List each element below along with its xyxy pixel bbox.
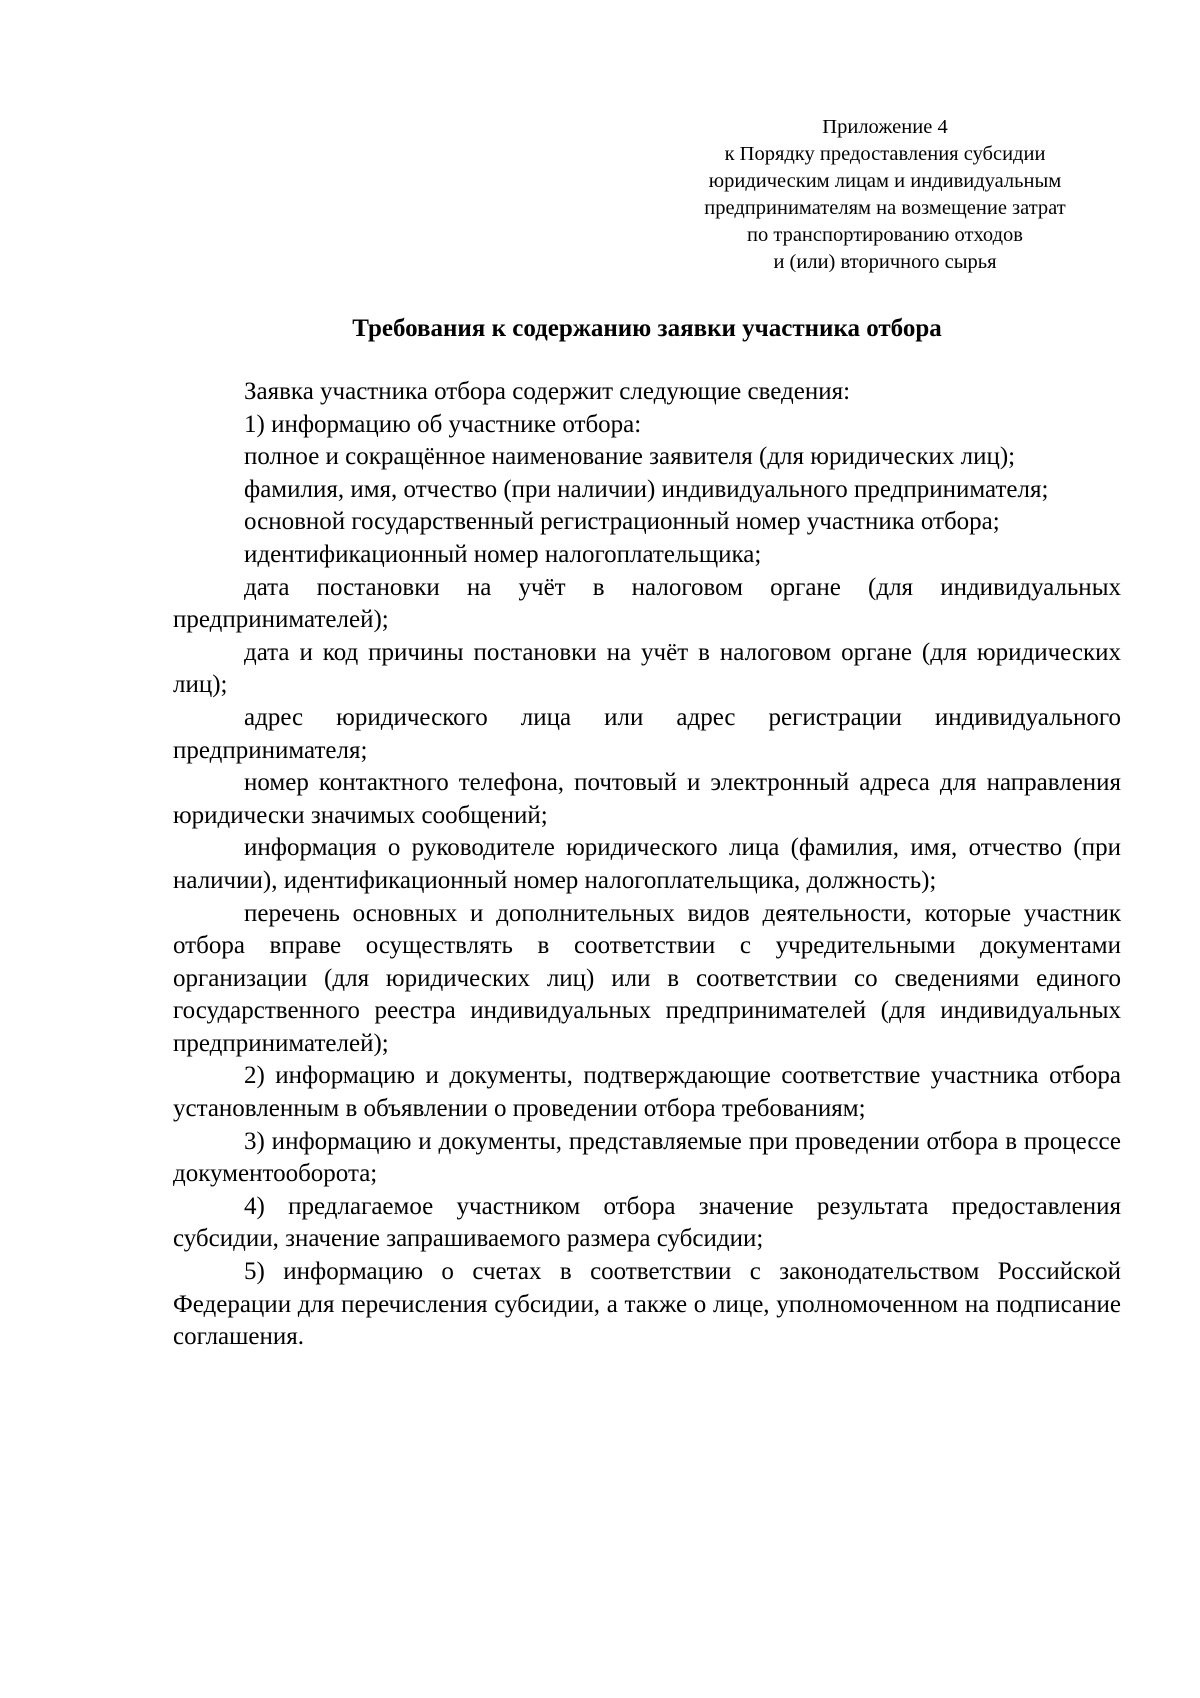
- paragraph: 4) предлагаемое участником отбора значение результата предоставления субсидии, значение запрашиваемого размера субсидии;: [173, 1192, 1121, 1253]
- paragraph: информация о руководителе юридического лица (фамилия, имя, отчество (при наличии), идентификационный номер налогоплательщика, должность);: [173, 834, 1121, 894]
- document-title: Требования к содержанию заявки участника отбора: [352, 315, 942, 342]
- paragraph: 2) информацию и документы, подтверждающие соответствие участника отбора установленным в объявлении о проведении отбора требованиям;: [173, 1062, 1121, 1123]
- paragraph: фамилия, имя, отчество (при наличии) индивидуального предпринимателя;: [244, 475, 1049, 503]
- paragraph: полное и сокращённое наименование заявителя (для юридических лиц);: [244, 443, 1016, 471]
- appendix-line: к Порядку предоставления субсидии: [724, 143, 1046, 165]
- paragraph: адрес юридического лица или адрес регистрации индивидуального предпринимателя;: [173, 703, 1121, 764]
- paragraph: дата и код причины постановки на учёт в налоговом органе (для юридических лиц);: [173, 638, 1121, 699]
- appendix-line: юридическим лицам и индивидуальным: [708, 170, 1062, 192]
- appendix-header: [660, 114, 1110, 276]
- appendix-line: Приложение 4: [822, 116, 948, 138]
- paragraph: основной государственный регистрационный номер участника отбора;: [244, 508, 1000, 536]
- paragraph: Заявка участника отбора содержит следующие сведения:: [244, 378, 851, 405]
- appendix-line: по транспортированию отходов: [747, 224, 1023, 246]
- paragraph: номер контактного телефона, почтовый и электронный адреса для направления юридически значимых сообщений;: [173, 769, 1121, 829]
- paragraph: 3) информацию и документы, представляемые при проведении отбора в процессе документооборота;: [173, 1127, 1121, 1188]
- paragraph: перечень основных и дополнительных видов деятельности, которые участник отбора вправе осуществлять в соответствии с учредительными документами организации (для юридических лиц) или в соответствии со сведениями единого государственного реестра индивидуальных предпринимателей (для индивидуальных предпринимателей);: [173, 899, 1121, 1057]
- paragraph: дата постановки на учёт в налоговом органе (для индивидуальных предпринимателей);: [173, 573, 1121, 634]
- paragraph: 1) информацию об участнике отбора:: [244, 410, 642, 438]
- paragraph: 5) информацию о счетах в соответствии с законодательством Российской Федерации для перечисления субсидии, а также о лице, уполномоченном на подписание соглашения.: [173, 1258, 1121, 1351]
- document-body: [173, 376, 1121, 1354]
- appendix-line: предпринимателям на возмещение затрат: [704, 197, 1066, 219]
- paragraph: идентификационный номер налогоплательщика;: [244, 540, 762, 568]
- appendix-line: и (или) вторичного сырья: [773, 251, 997, 273]
